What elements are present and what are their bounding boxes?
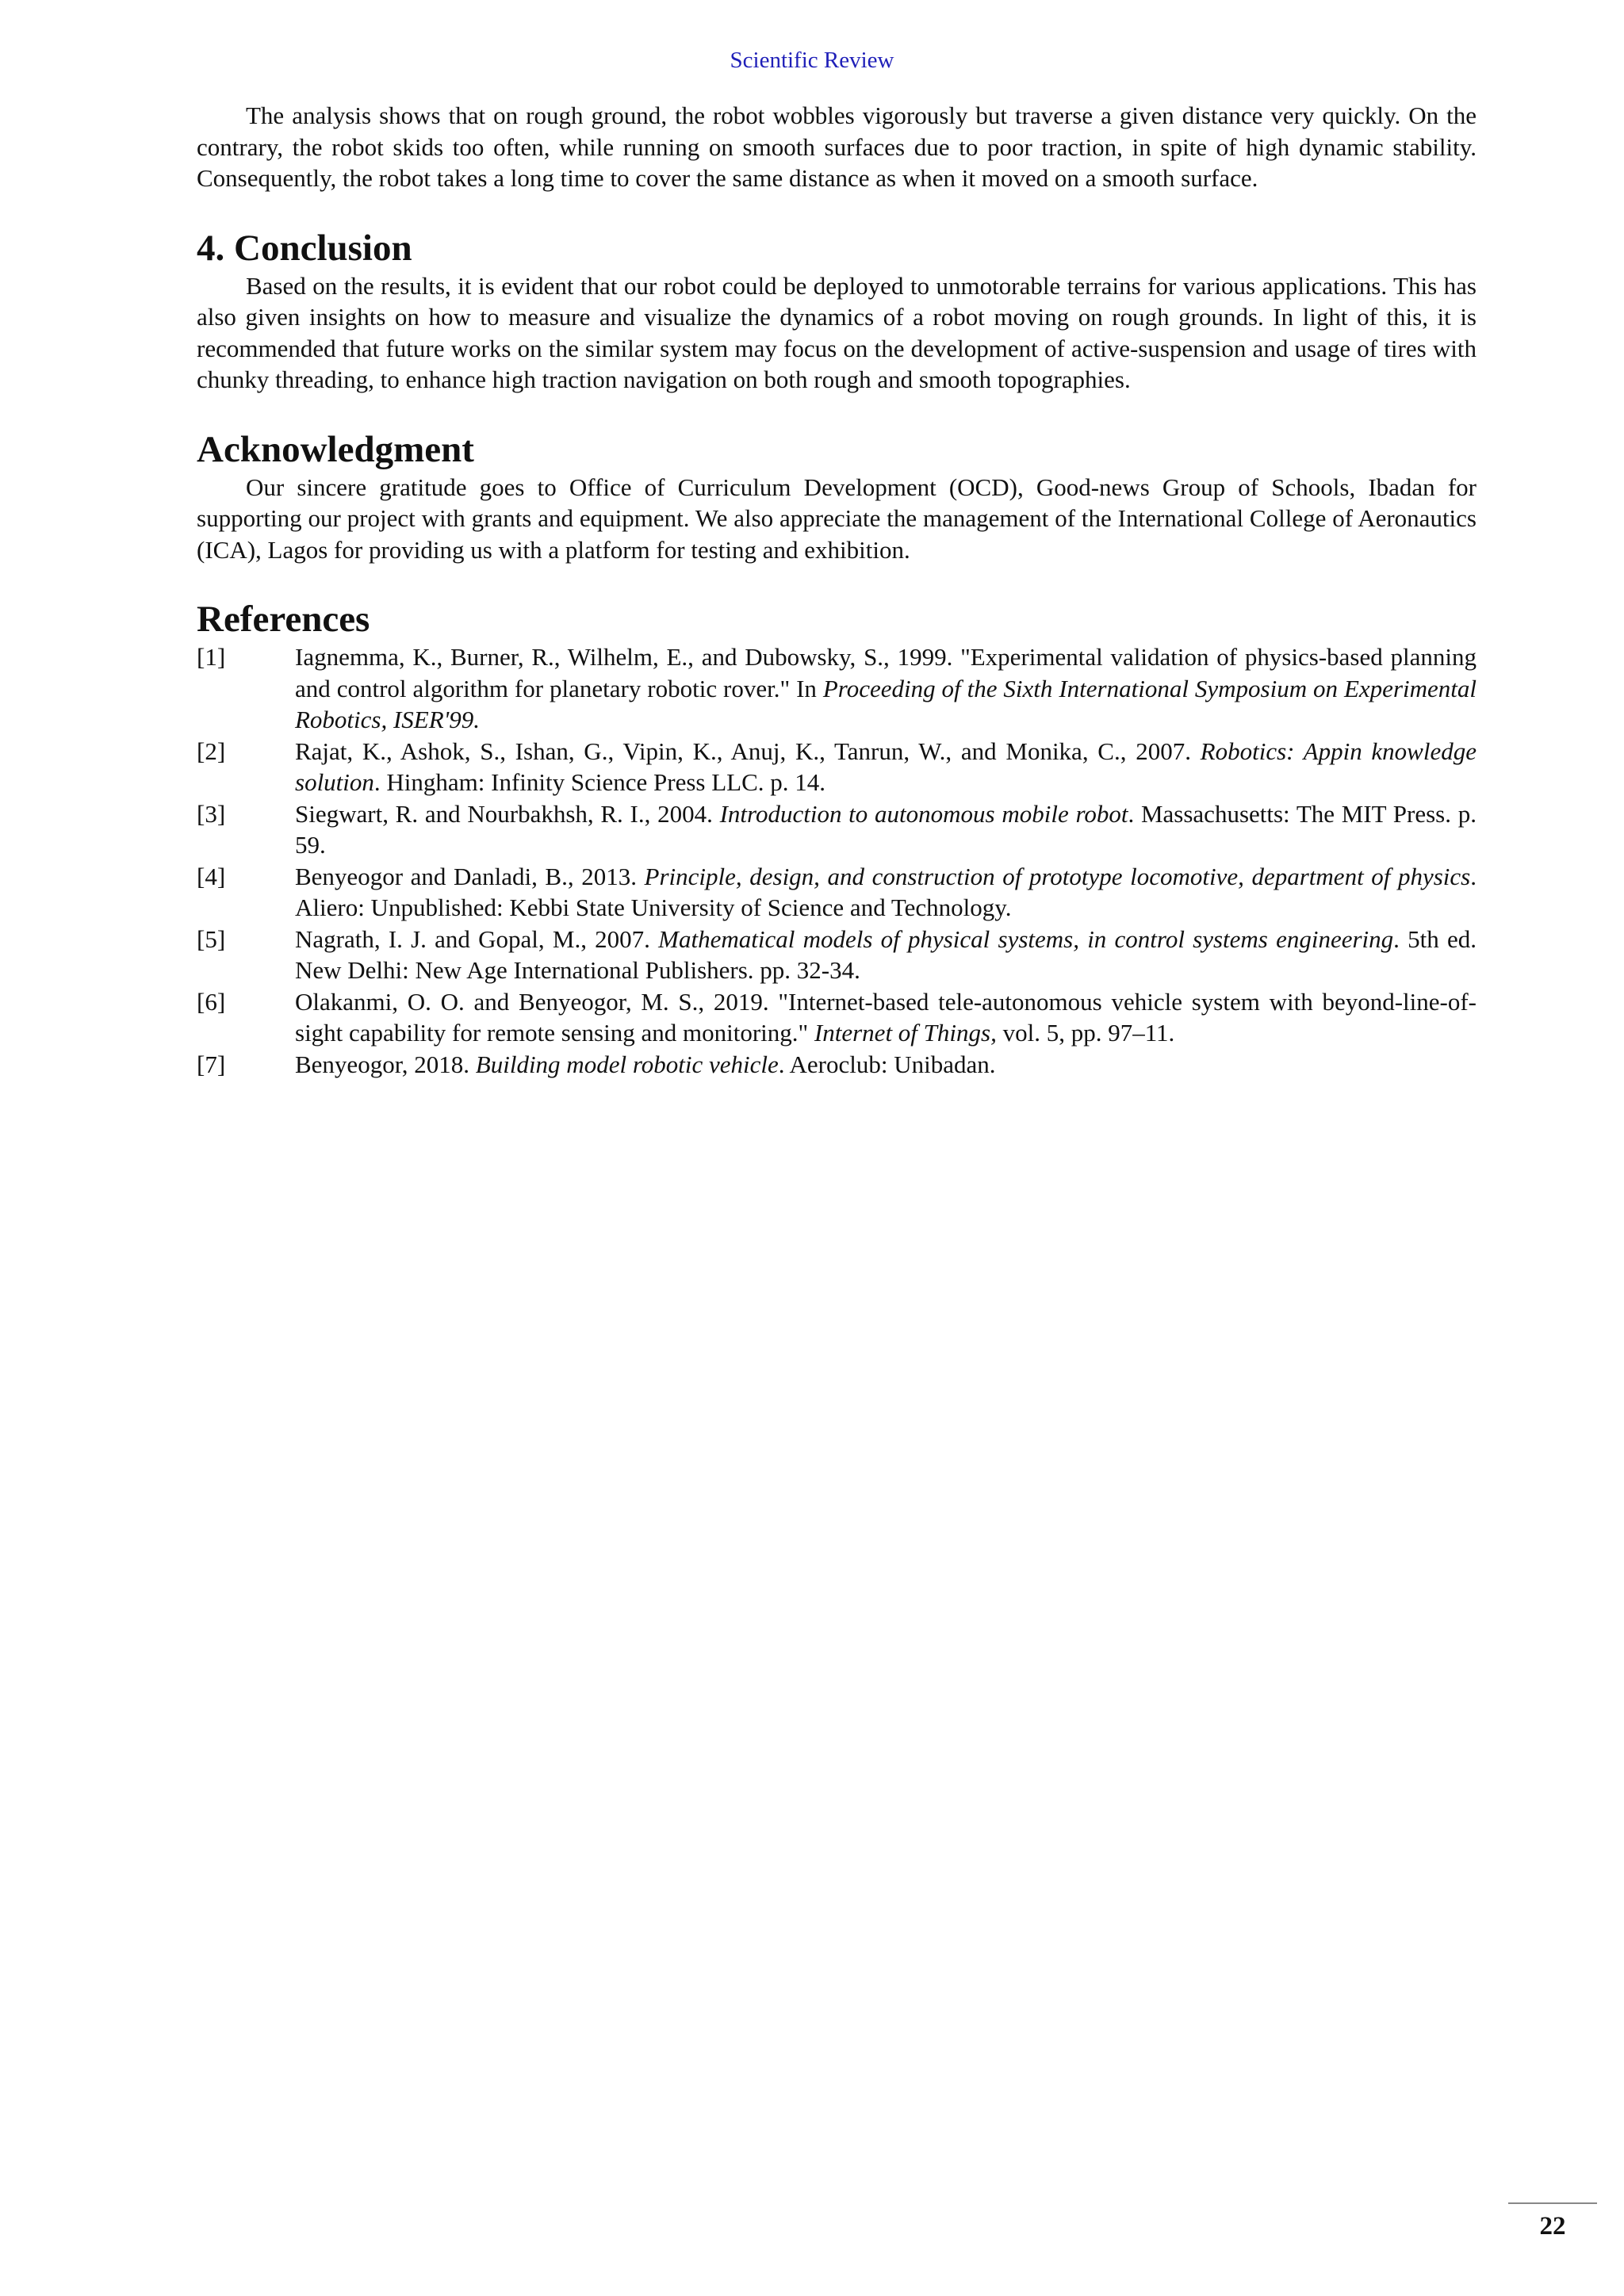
- reference-title: Internet of Things,: [814, 1019, 997, 1047]
- reference-item: [197, 798, 1477, 861]
- reference-authors: Iagnemma, K., Burner, R., Wilhelm, E., and Dubowsky, S., 1999. "Experimental validation of physics-based planning and control algorithm for planetary robotic rover." In: [295, 643, 1477, 702]
- reference-number: [5]: [197, 924, 226, 953]
- reference-authors: Benyeogor and Danladi, B., 2013.: [295, 862, 645, 890]
- reference-publisher: vol. 5, pp. 97–11.: [996, 1019, 1175, 1047]
- reference-item: [197, 924, 1477, 986]
- page-number: 22: [1539, 2212, 1566, 2241]
- reference-title: Mathematical models of physical systems, in control systems engineering: [658, 924, 1394, 953]
- reference-authors: Benyeogor, 2018.: [295, 1050, 476, 1078]
- reference-authors: Rajat, K., Ashok, S., Ishan, G., Vipin, K., Anuj, K., Tanrun, W., and Monika, C., 2007.: [295, 737, 1201, 765]
- reference-title: Introduction to autonomous mobile robot: [719, 799, 1128, 828]
- reference-text: [295, 736, 1477, 798]
- intro-paragraph: The analysis shows that on rough ground, the robot wobbles vigorously but traverse a given distance very quickly. On the contrary, the robot skids too often, while running on smooth surfaces due to poor traction, in spite of high dynamic stability. Consequently, the robot takes a long time to cover the same distance as when it moved on a smooth surface.: [197, 101, 1477, 192]
- footer-divider: [1508, 2202, 1597, 2204]
- reference-title: Proceeding of the Sixth International Symposium on Experimental Robotics, ISER'99.: [295, 674, 1477, 733]
- reference-number: [1]: [197, 643, 226, 671]
- reference-number: [4]: [197, 862, 226, 890]
- reference-item: [197, 986, 1477, 1049]
- reference-publisher: . 5th ed. New Delhi: New Age International Publishers. pp. 32-34.: [295, 924, 1477, 984]
- reference-number: [7]: [197, 1050, 226, 1078]
- reference-title: Principle, design, and construction of prototype locomotive, department of physics: [644, 862, 1471, 890]
- acknowledgment-heading: Acknowledgment: [197, 428, 474, 470]
- reference-item: [197, 641, 1477, 736]
- reference-authors: Nagrath, I. J. and Gopal, M., 2007.: [295, 924, 659, 953]
- reference-text: [295, 798, 1477, 861]
- reference-number: [2]: [197, 737, 226, 765]
- reference-list: [197, 641, 1477, 1080]
- acknowledgment-paragraph: Our sincere gratitude goes to Office of Curriculum Development (OCD), Good-news Group of Schools, Ibadan for supporting our project with grants and equipment. We also appreciate the management of the International College of Aeronautics (ICA), Lagos for providing us with a platform for testing and exhibition.: [197, 473, 1477, 564]
- conclusion-paragraph: Based on the results, it is evident that our robot could be deployed to unmotorable terrains for various applications. This has also given insights on how to measure and visualize the dynamics of a robot moving on rough grounds. In light of this, it is recommended that future works on the similar system may focus on the development of active-suspension and usage of tires with chunky threading, to enhance high traction navigation on both rough and smooth topographies.: [197, 271, 1477, 393]
- reference-publisher: . Aeroclub: Unibadan.: [778, 1050, 996, 1078]
- journal-header: Scientific Review: [730, 48, 894, 73]
- reference-title: Building model robotic vehicle: [475, 1050, 779, 1078]
- references-heading: References: [197, 599, 370, 640]
- reference-publisher: . Hingham: Infinity Science Press LLC. p. 14.: [373, 768, 826, 796]
- reference-item: [197, 736, 1477, 798]
- reference-text: [295, 986, 1477, 1049]
- reference-number: [6]: [197, 987, 226, 1016]
- page-content: [197, 100, 1477, 1080]
- reference-item: [197, 1049, 1477, 1081]
- reference-title: Robotics: Appin knowledge solution: [295, 737, 1477, 796]
- reference-text: [295, 924, 1477, 986]
- reference-authors: Siegwart, R. and Nourbakhsh, R. I., 2004.: [295, 799, 720, 828]
- reference-text: [295, 1049, 1477, 1081]
- conclusion-heading: 4. Conclusion: [197, 227, 412, 269]
- reference-publisher: . Massachusetts: The MIT Press. p. 59.: [295, 799, 1477, 859]
- reference-number: [3]: [197, 799, 226, 828]
- reference-authors: Olakanmi, O. O. and Benyeogor, M. S., 2019. "Internet-based tele-autonomous vehicle system with beyond-line-of-sight capability for remote sensing and monitoring.": [295, 987, 1477, 1047]
- reference-item: [197, 861, 1477, 924]
- reference-text: [295, 641, 1477, 736]
- reference-publisher: . Aliero: Unpublished: Kebbi State University of Science and Technology.: [295, 862, 1477, 921]
- reference-text: [295, 861, 1477, 924]
